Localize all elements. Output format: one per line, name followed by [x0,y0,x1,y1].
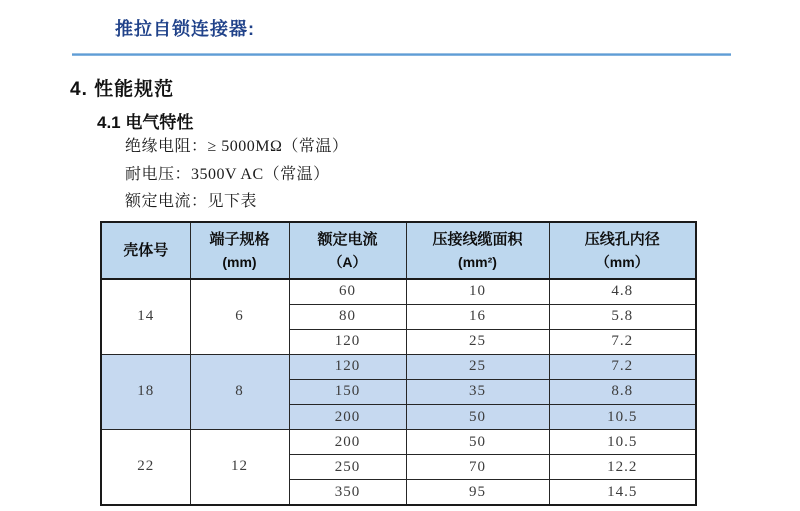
col-header-current [289,222,406,279]
wire-area-cell: 50 [406,430,549,455]
current-cell: 120 [289,329,406,354]
current-cell: 60 [289,279,406,304]
table-row-highlighted [101,354,696,379]
wire-area-cell: 25 [406,354,549,379]
hole-diameter-cell: 10.5 [549,430,696,455]
title-divider [72,53,731,56]
terminal-cell: 8 [190,354,289,429]
col-header-terminal-title: 端子规格 [209,230,270,248]
col-header-shell-title: 壳体号 [123,241,169,259]
wire-area-cell: 70 [406,455,549,480]
terminal-cell: 6 [190,279,289,354]
spec-line-voltage: 耐电压：3500V AC（常温） [125,165,330,183]
wire-area-cell: 16 [406,304,549,329]
current-cell: 200 [289,404,406,429]
col-header-hole-diameter-title: 压线孔内径 [584,230,660,248]
table-header-row [101,222,696,279]
current-cell: 200 [289,430,406,455]
col-header-current-title: 额定电流 [317,230,378,248]
col-header-wire-area-title: 压接线缆面积 [432,230,523,248]
spec-line-current: 额定电流：见下表 [125,193,258,210]
current-cell: 250 [289,455,406,480]
wire-area-cell: 25 [406,329,549,354]
doc-title: 推拉自锁连接器: [115,19,255,39]
wire-area-cell: 10 [406,279,549,304]
hole-diameter-cell: 7.2 [549,354,696,379]
wire-area-cell: 95 [406,480,549,505]
ratings-table [100,221,697,506]
table-row [101,279,696,304]
hole-diameter-cell: 8.8 [549,379,696,404]
shell-cell: 18 [101,354,190,429]
shell-cell: 14 [101,279,190,354]
spec-line-insulation: 绝缘电阻：≥ 5000MΩ（常温） [125,138,349,155]
col-header-terminal [190,222,289,279]
col-header-shell [101,222,190,279]
table-row [101,430,696,455]
current-cell: 350 [289,480,406,505]
wire-area-cell: 35 [406,379,549,404]
hole-diameter-cell: 7.2 [549,329,696,354]
current-cell: 120 [289,354,406,379]
wire-area-cell: 50 [406,404,549,429]
hole-diameter-cell: 12.2 [549,455,696,480]
hole-diameter-cell: 14.5 [549,480,696,505]
col-header-current-unit: （A） [328,253,367,270]
shell-cell: 22 [101,430,190,505]
col-header-terminal-unit: (mm) [222,253,257,270]
current-cell: 150 [289,379,406,404]
col-header-hole-diameter [549,222,696,279]
col-header-wire-area [406,222,549,279]
subsection-heading: 4.1 电气特性 [97,113,194,132]
col-header-wire-area-unit: (mm²) [458,253,497,270]
col-header-hole-diameter-unit: （mm） [595,253,649,270]
spec-lines [125,133,348,216]
hole-diameter-cell: 5.8 [549,304,696,329]
hole-diameter-cell: 10.5 [549,404,696,429]
hole-diameter-cell: 4.8 [549,279,696,304]
current-cell: 80 [289,304,406,329]
terminal-cell: 12 [190,430,289,505]
section-heading: 4. 性能规范 [70,79,175,100]
